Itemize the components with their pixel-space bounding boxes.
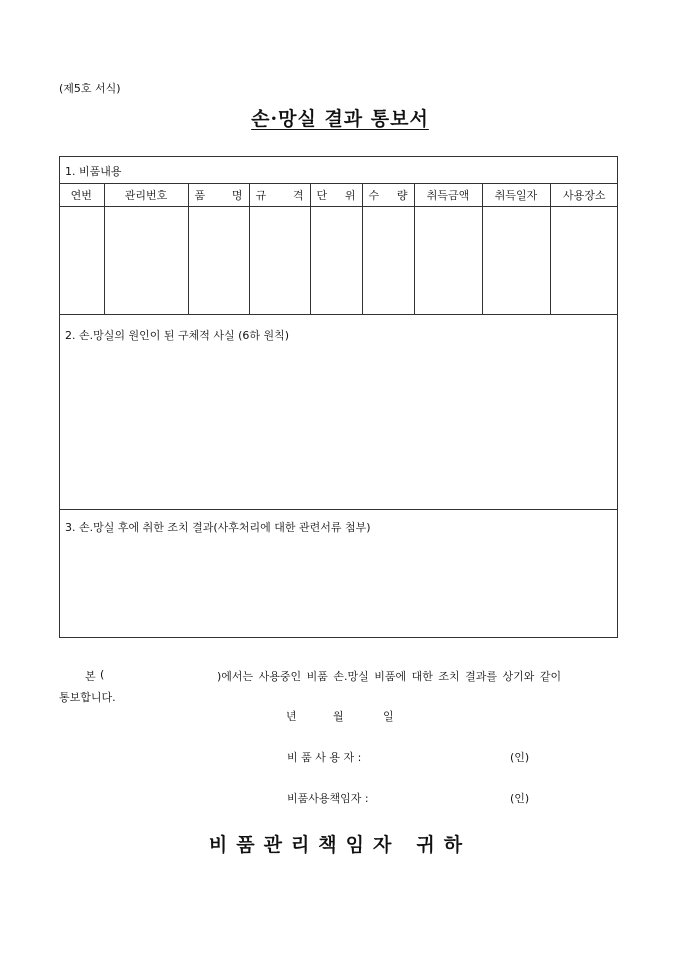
form-number: (제5호 서식) bbox=[59, 82, 121, 95]
table-row bbox=[59, 207, 618, 315]
table-cell[interactable] bbox=[59, 207, 104, 315]
date-day-label: 일 bbox=[383, 710, 394, 723]
signature-user-seal: (인) bbox=[510, 751, 530, 764]
col-header-spec: 규 격 bbox=[249, 184, 310, 207]
table-cell[interactable] bbox=[310, 207, 362, 315]
notice-lead: 본 bbox=[85, 670, 96, 683]
table-cell[interactable] bbox=[104, 207, 188, 315]
table-cell[interactable] bbox=[482, 207, 550, 315]
date-month-label: 월 bbox=[333, 710, 344, 723]
document-title-text: 손·망실 결과 통보서 bbox=[251, 108, 429, 130]
items-table bbox=[59, 183, 618, 315]
notice-body: )에서는 사용중인 비품 손.망실 비품에 대한 조치 결과를 상기와 같이 bbox=[217, 670, 562, 683]
date-year-label: 년 bbox=[286, 710, 297, 723]
signature-manager-seal: (인) bbox=[510, 792, 530, 805]
section2-label: 2. 손.망실의 원인이 된 구체적 사실 (6하 원칙) bbox=[65, 329, 290, 342]
signature-user-label: 비 품 사 용 자 : bbox=[287, 751, 362, 764]
col-header-acq-date: 취득일자 bbox=[482, 184, 550, 207]
section1-label: 1. 비품내용 bbox=[65, 165, 122, 178]
notice-open-paren: ( bbox=[100, 668, 105, 681]
table-cell[interactable] bbox=[550, 207, 618, 315]
section2-divider bbox=[59, 314, 618, 315]
recipient-line bbox=[0, 830, 680, 857]
table-header-row bbox=[59, 184, 618, 207]
recipient-suffix: 귀하 bbox=[416, 834, 472, 856]
table-cell[interactable] bbox=[188, 207, 249, 315]
col-header-unit: 단 위 bbox=[310, 184, 362, 207]
signature-manager-label: 비품사용책임자 : bbox=[287, 792, 369, 805]
col-header-location: 사용장소 bbox=[550, 184, 618, 207]
col-header-mgmt-no: 관리번호 bbox=[104, 184, 188, 207]
section3-divider bbox=[59, 509, 618, 510]
table-cell[interactable] bbox=[249, 207, 310, 315]
recipient-name: 비품관리책임자 bbox=[208, 834, 401, 856]
table-cell[interactable] bbox=[414, 207, 482, 315]
section3-label: 3. 손.망실 후에 취한 조치 결과(사후처리에 대한 관련서류 첨부) bbox=[65, 521, 371, 534]
notice-continuation: 통보합니다. bbox=[59, 691, 116, 704]
col-header-item-name: 품 명 bbox=[188, 184, 249, 207]
col-header-quantity: 수 량 bbox=[362, 184, 414, 207]
col-header-acq-amount: 취득금액 bbox=[414, 184, 482, 207]
section1-divider bbox=[59, 183, 618, 184]
col-header-seq: 연번 bbox=[59, 184, 104, 207]
document-title bbox=[0, 104, 680, 131]
table-cell[interactable] bbox=[362, 207, 414, 315]
